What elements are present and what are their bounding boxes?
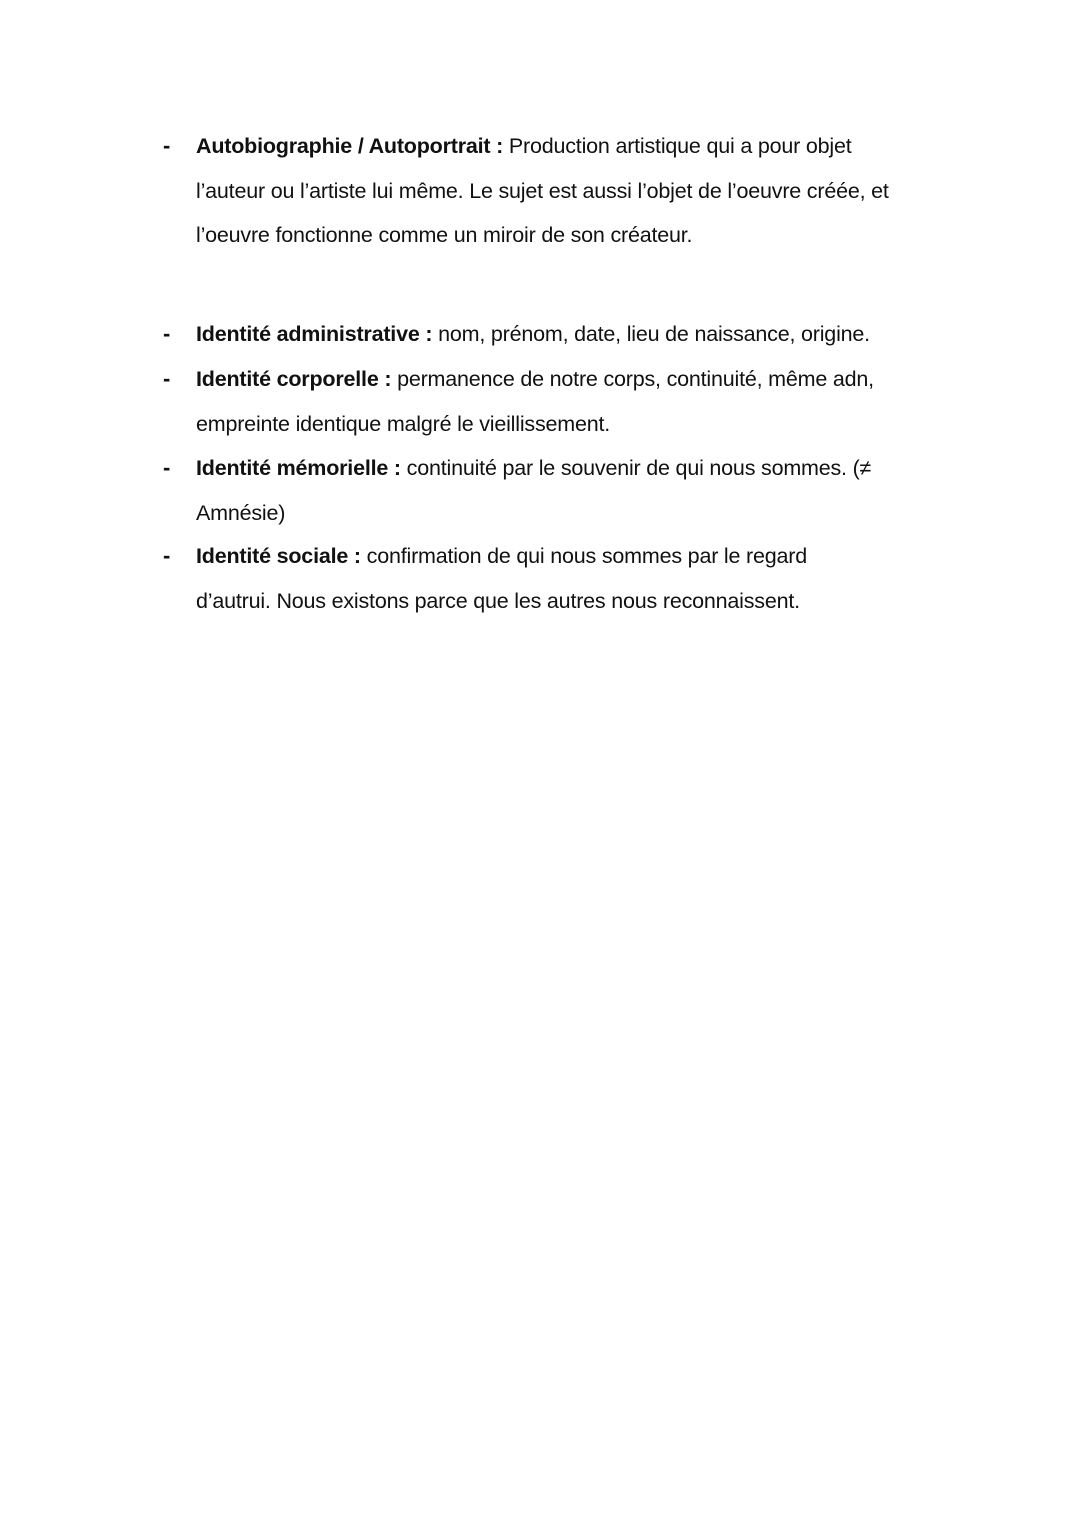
definition-term: Identité administrative : — [196, 322, 433, 346]
definition-text: l’oeuvre fonctionne comme un miroir de son créateur. — [196, 223, 693, 247]
definition-text: nom, prénom, date, lieu de naissance, origine. — [432, 322, 870, 346]
definition-text: permanence de notre corps, continuité, même adn, — [391, 367, 874, 391]
definition-text: continuité par le souvenir de qui nous sommes. (≠ — [400, 456, 872, 480]
bullet-dash: - — [163, 455, 171, 480]
definition-term: Identité corporelle : — [196, 367, 392, 391]
definition-text: l’auteur ou l’artiste lui même. Le sujet est aussi l’objet de l’oeuvre créée, et — [196, 178, 889, 203]
bullet-dash: - — [163, 543, 171, 568]
definition-text: Amnésie) — [196, 500, 286, 525]
definition-term: Identité mémorielle : — [196, 456, 401, 480]
definition-term: Autobiographie / Autoportrait : — [196, 134, 504, 158]
definition-term: Identité sociale : — [196, 544, 361, 568]
definition-text: confirmation de qui nous sommes par le regard — [360, 544, 807, 568]
bullet-dash: - — [163, 133, 171, 158]
bullet-dash: - — [163, 321, 171, 346]
definition-text: Production artistique qui a pour objet — [503, 134, 852, 158]
definition-text: empreinte identique malgré le vieillissement. — [196, 411, 611, 436]
bullet-dash: - — [163, 366, 171, 391]
definition-text: d’autrui. Nous existons parce que les autres nous reconnaissent. — [196, 588, 800, 613]
